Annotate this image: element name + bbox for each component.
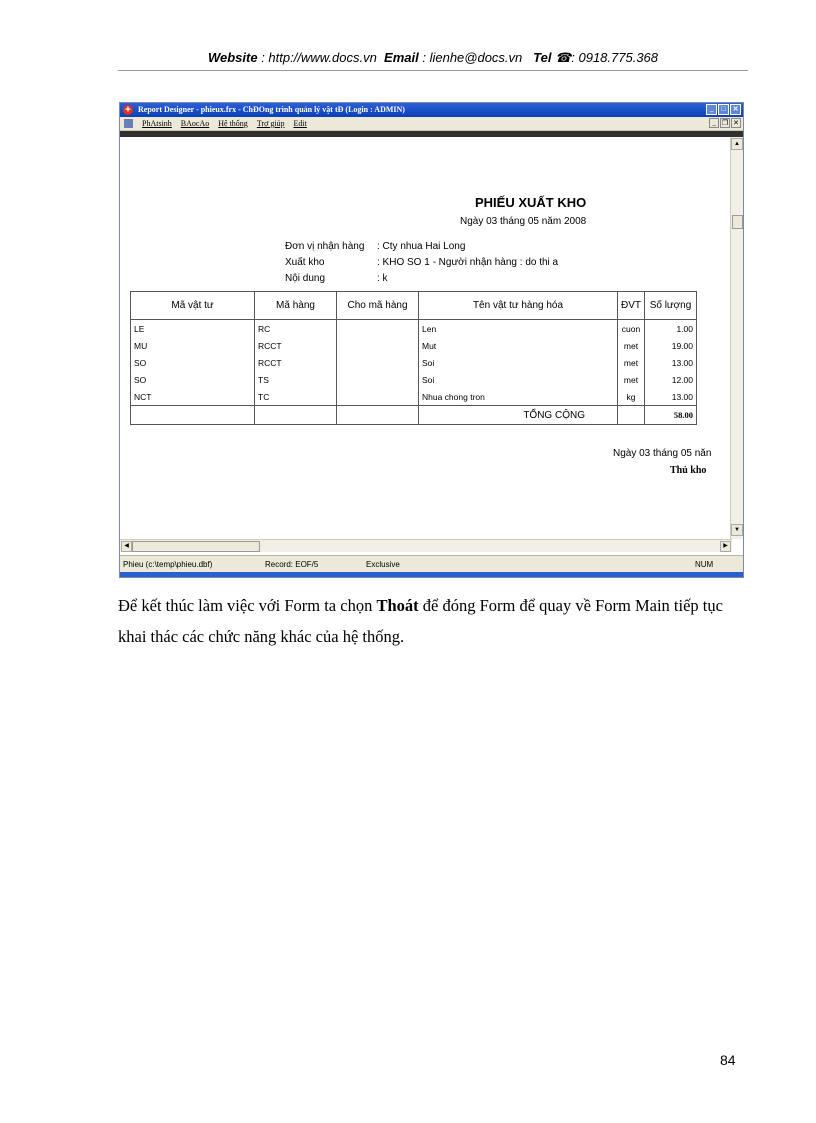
table-row bbox=[131, 388, 697, 406]
cell: 19.00 bbox=[645, 337, 697, 354]
child-close-button[interactable]: ✕ bbox=[731, 118, 741, 128]
page-number: 84 bbox=[720, 1052, 736, 1068]
recipient-value: : Cty nhua Hai Long bbox=[377, 241, 466, 252]
cell: met bbox=[618, 371, 645, 388]
cell: RCCT bbox=[255, 354, 337, 371]
tel-label: Tel bbox=[533, 50, 552, 65]
taskbar-strip bbox=[120, 572, 744, 578]
child-minimize-button[interactable]: _ bbox=[709, 118, 719, 128]
website-label: Website bbox=[207, 50, 258, 65]
warehouse-label: Xuất kho bbox=[285, 257, 325, 268]
cell bbox=[618, 406, 645, 425]
total-row bbox=[131, 406, 697, 425]
menu-item-phatsinh[interactable]: PhAtsinh bbox=[142, 119, 172, 128]
scroll-up-icon[interactable]: ▲ bbox=[731, 138, 743, 150]
cell: Soi bbox=[419, 371, 618, 388]
vertical-scrollbar[interactable] bbox=[730, 137, 743, 539]
app-icon: ✦ bbox=[124, 105, 132, 114]
horizontal-scroll-thumb[interactable] bbox=[132, 541, 260, 552]
cell bbox=[255, 406, 337, 425]
content-row bbox=[285, 273, 388, 284]
cell bbox=[337, 406, 419, 425]
menu-item-hethong[interactable]: Hệ thống bbox=[218, 119, 248, 128]
cell bbox=[131, 406, 255, 425]
cell: SO bbox=[131, 371, 255, 388]
window-titlebar bbox=[120, 103, 743, 117]
child-restore-button[interactable]: ❐ bbox=[721, 119, 729, 127]
scroll-right-icon[interactable]: ▶ bbox=[720, 541, 731, 552]
cell: SO bbox=[131, 354, 255, 371]
cell: 12.00 bbox=[645, 371, 697, 388]
cell: TC bbox=[255, 388, 337, 406]
col-header: Cho mã hàng bbox=[337, 292, 419, 320]
cell: 13.00 bbox=[645, 388, 697, 406]
menu-item-trogiup[interactable]: Trợ giúp bbox=[256, 119, 285, 128]
content-value: : k bbox=[377, 273, 388, 284]
status-bar bbox=[120, 555, 744, 573]
table-row bbox=[131, 354, 697, 371]
scroll-left-icon[interactable]: ◀ bbox=[121, 541, 132, 552]
paragraph-bold: Thoát bbox=[376, 596, 419, 615]
body-paragraph bbox=[118, 590, 748, 652]
cell: MU bbox=[131, 337, 255, 354]
paragraph-text: để đóng Form để quay về Form Main tiếp tục khai thác các chức năng khác của hệ thống. bbox=[118, 596, 723, 646]
col-header: ĐVT bbox=[618, 292, 645, 320]
report-designer-window bbox=[119, 102, 744, 578]
cell: kg bbox=[618, 388, 645, 406]
warehouse-row bbox=[285, 257, 558, 268]
recipient-row bbox=[285, 241, 465, 252]
content-label: Nội dung bbox=[285, 273, 326, 284]
col-header: Mã vật tư bbox=[131, 292, 255, 320]
cell: met bbox=[618, 354, 645, 371]
email-label: Email bbox=[384, 50, 419, 65]
cell: cuon bbox=[618, 320, 645, 338]
items-table bbox=[130, 291, 697, 425]
total-label: TỔNG CỘNG bbox=[419, 406, 618, 425]
col-header: Số lượng bbox=[645, 292, 697, 320]
email-value: : lienhe@docs.vn bbox=[422, 50, 523, 65]
phone-icon: ☎ bbox=[555, 50, 572, 65]
cell: NCT bbox=[131, 388, 255, 406]
table-row bbox=[131, 337, 697, 354]
scroll-down-icon[interactable]: ▼ bbox=[731, 524, 743, 536]
window-title: Report Designer - phieux.frx - ChĐOng trình quản lý vật tĐ (Login : ADMIN) bbox=[138, 105, 405, 114]
status-record: Record: EOF/5 bbox=[265, 560, 319, 569]
paragraph-text: Để kết thúc làm việc với Form ta chọn bbox=[118, 596, 377, 615]
vertical-scroll-thumb[interactable] bbox=[732, 215, 743, 229]
page-header bbox=[118, 50, 748, 66]
cell: 1.00 bbox=[645, 320, 697, 338]
recipient-label: Đơn vị nhận hàng bbox=[285, 241, 365, 252]
menu-bar bbox=[120, 117, 743, 131]
cell: LE bbox=[131, 320, 255, 338]
cell bbox=[337, 354, 419, 371]
status-num: NUM bbox=[695, 560, 714, 569]
cell: Nhua chong tron bbox=[419, 388, 618, 406]
col-header: Tên vật tư hàng hóa bbox=[419, 292, 618, 320]
status-file: Phieu (c:\temp\phieu.dbf) bbox=[123, 560, 213, 569]
cell bbox=[337, 320, 419, 338]
cell: Len bbox=[419, 320, 618, 338]
cell bbox=[337, 371, 419, 388]
report-preview bbox=[120, 137, 732, 537]
cell: RC bbox=[255, 320, 337, 338]
table-row bbox=[131, 320, 697, 338]
tel-value: : 0918.775.368 bbox=[571, 50, 659, 65]
cell bbox=[337, 337, 419, 354]
signature-role: Thủ kho bbox=[670, 465, 707, 476]
menu-item-edit[interactable]: Edit bbox=[293, 119, 307, 128]
cell: met bbox=[618, 337, 645, 354]
maximize-button[interactable]: □ bbox=[718, 104, 729, 115]
cell: TS bbox=[255, 371, 337, 388]
header-divider bbox=[118, 70, 748, 71]
cell: 13.00 bbox=[645, 354, 697, 371]
cell: Mut bbox=[419, 337, 618, 354]
total-value: 58.00 bbox=[645, 406, 697, 425]
table-header bbox=[131, 292, 697, 320]
warehouse-value: : KHO SO 1 - Người nhận hàng : do thi a bbox=[377, 257, 559, 268]
cell: RCCT bbox=[255, 337, 337, 354]
table-row bbox=[131, 371, 697, 388]
horizontal-scrollbar[interactable] bbox=[120, 539, 732, 552]
close-button[interactable]: ✕ bbox=[730, 104, 741, 115]
signature-date: Ngày 03 tháng 05 năn bbox=[613, 448, 712, 459]
cell: Soi bbox=[419, 354, 618, 371]
cell bbox=[337, 388, 419, 406]
report-title: PHIẾU XUẤT KHO bbox=[475, 195, 587, 210]
website-value: : http://www.docs.vn bbox=[261, 50, 377, 65]
minimize-button[interactable]: _ bbox=[706, 104, 717, 115]
menu-item-baocao[interactable]: BAocAo bbox=[180, 119, 210, 128]
report-date: Ngày 03 tháng 05 năm 2008 bbox=[460, 216, 587, 227]
form-icon bbox=[124, 119, 133, 128]
col-header: Mã hàng bbox=[255, 292, 337, 320]
status-mode: Exclusive bbox=[366, 560, 400, 569]
